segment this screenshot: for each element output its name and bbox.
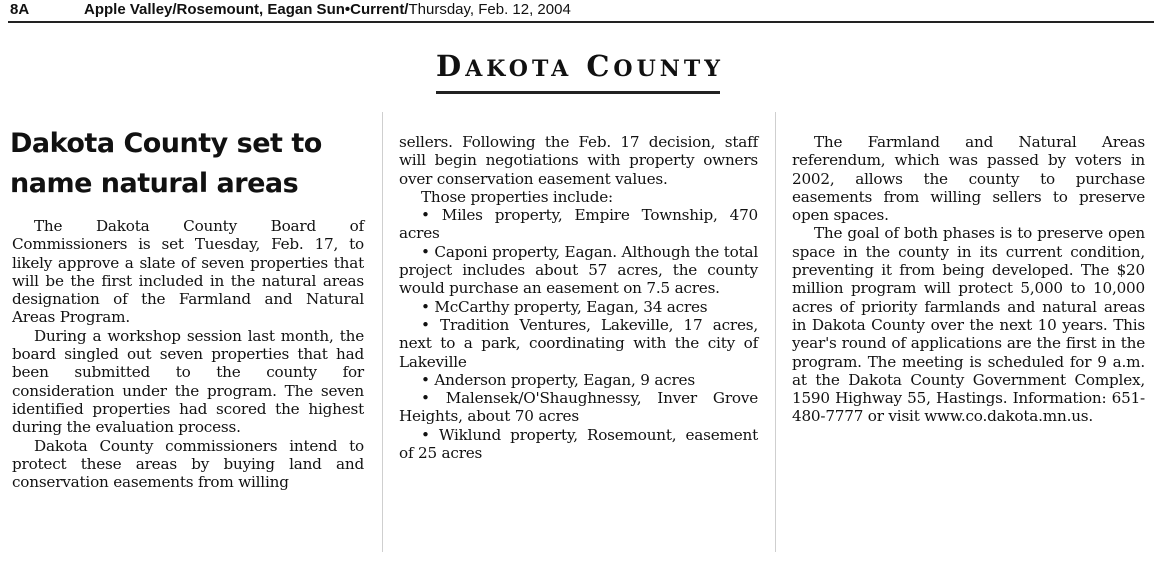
list-item: • Caponi property, Eagan. Although the total project includes about 57 acres, the county would purchase an easement on 7.5 acres.: [399, 242, 758, 298]
page-number: 8A: [10, 1, 30, 18]
paragraph: The goal of both phases is to preserve open space in the county in its current condition, preventing it from being developed. The $20 million program will protect 5,000 to 10,000 acres of priority farmlands and natural areas in Dakota County over the next 10 years. This year's round of applications are the first in the program. The meeting is scheduled for 9 a.m. at the Dakota County Government Complex, 1590 Highway 55, Hastings. Information: 651-480-7777 or visit www.co.dakota.mn.us.: [792, 224, 1145, 426]
paragraph: During a workshop session last month, the board singled out seven properties that had been submitted to the county for consideration under the program. The seven identified properties had scored the highest during the evaluation process.: [12, 326, 364, 437]
section-initial-2: C: [586, 49, 614, 83]
list-intro: Those properties include:: [421, 187, 613, 206]
article-column-2: [399, 133, 758, 462]
list-item: • Anderson property, Eagan, 9 acres: [421, 370, 695, 389]
list-item: • Wiklund property, Rosemount, easement of 25 acres: [399, 425, 758, 463]
list-item: • Malensek/O'Shaughnessy, Inver Grove Heights, about 70 acres: [399, 389, 758, 426]
page-folio: [10, 0, 1150, 20]
article-column-1: [12, 217, 364, 491]
column-divider-2: [775, 112, 776, 552]
column-divider-1: [382, 112, 383, 552]
list-item: • Miles property, Empire Township, 470 acres: [399, 206, 758, 243]
list-item: • Tradition Ventures, Lakeville, 17 acres, next to a park, coordinating with the city of Lakeville: [399, 315, 758, 371]
section-word-2: OUNTY: [613, 56, 724, 82]
paragraph: The Dakota County Board of Commissioners is set Tuesday, Feb. 17, to likely approve a slate of seven properties that will be the first included in the natural areas designation of the Farmland and Natural Areas Program.: [12, 217, 364, 327]
section-word-1: AKOTA: [465, 56, 573, 82]
article-headline: Dakota County set to name natural areas: [10, 128, 322, 199]
list-item: • McCarthy property, Eagan, 34 acres: [421, 297, 708, 316]
section-initial-1: D: [436, 49, 466, 83]
publication-date: Thursday, Feb. 12, 2004: [408, 1, 571, 18]
publication-name: Apple Valley/Rosemount, Eagan Sun•Current/: [84, 1, 409, 18]
article-column-3: [792, 133, 1145, 426]
paragraph: sellers. Following the Feb. 17 decision, staff will begin negotiations with property owners over conservation easement values.: [399, 133, 758, 188]
section-underline: [436, 91, 720, 94]
paragraph: The Farmland and Natural Areas referendum, which was passed by voters in 2002, allows the county to purchase easements from willing sellers to preserve open spaces.: [792, 133, 1145, 225]
paragraph: Dakota County commissioners intend to protect these areas by buying land and conservation easements from willing: [12, 436, 364, 492]
section-header: [400, 46, 760, 86]
folio-rule: [8, 21, 1154, 23]
